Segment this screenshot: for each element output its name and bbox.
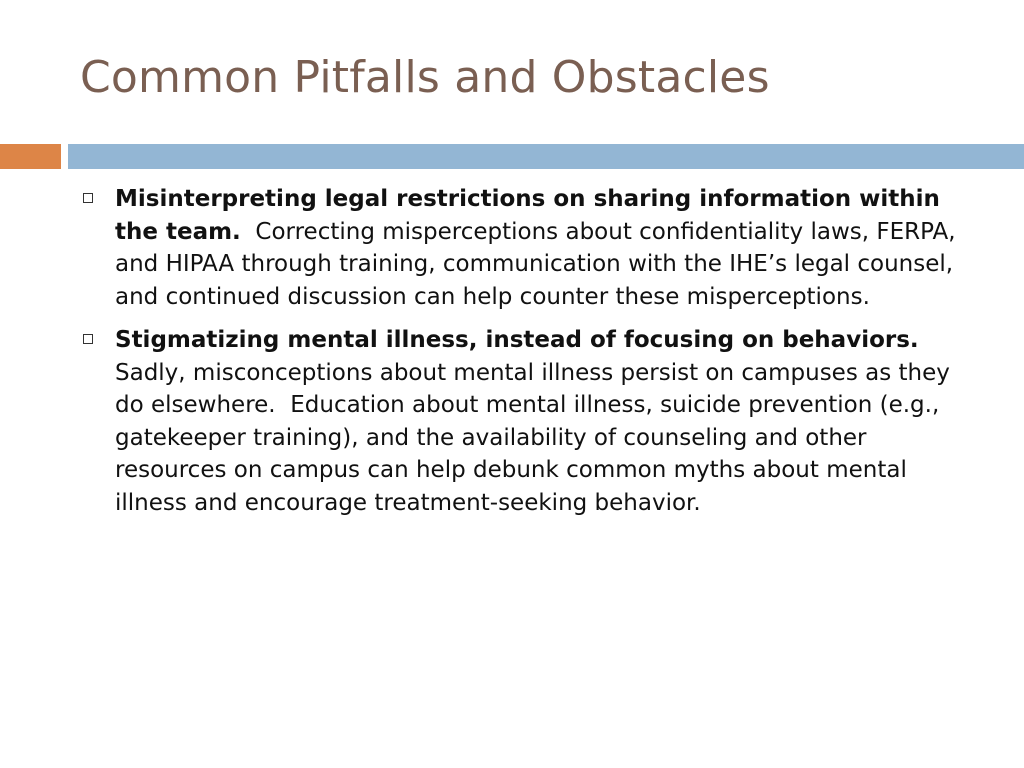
bullet-item (80, 324, 980, 519)
bullet-list (80, 183, 980, 530)
accent-bar-blue (68, 144, 1024, 169)
bullet-item (80, 183, 980, 313)
square-bullet-icon (83, 193, 93, 203)
bullet-body-text: Sadly, misconceptions about mental illness persist on campuses as they do elsewhere. Education about mental illness, suicide prevention (e.g., gatekeeper training), and the availability of counseling and other resources on campus can help debunk common myths about mental illness and encourage treatment-seeking behavior. (115, 327, 958, 516)
bullet-bold-text: Stigmatizing mental illness, instead of focusing on behaviors. (115, 327, 919, 353)
bullet-body-text: Correcting misperceptions about confidentiality laws, FERPA, and HIPAA through training, communication with the IHE’s legal counsel, and continued discussion can help counter these misperceptions. (115, 218, 963, 310)
square-bullet-icon (83, 334, 93, 344)
slide-title: Common Pitfalls and Obstacles (80, 52, 770, 103)
accent-bar-orange (0, 144, 61, 169)
bullet-bold-text: Misinterpreting legal restrictions on sharing information within the team. (115, 186, 940, 245)
